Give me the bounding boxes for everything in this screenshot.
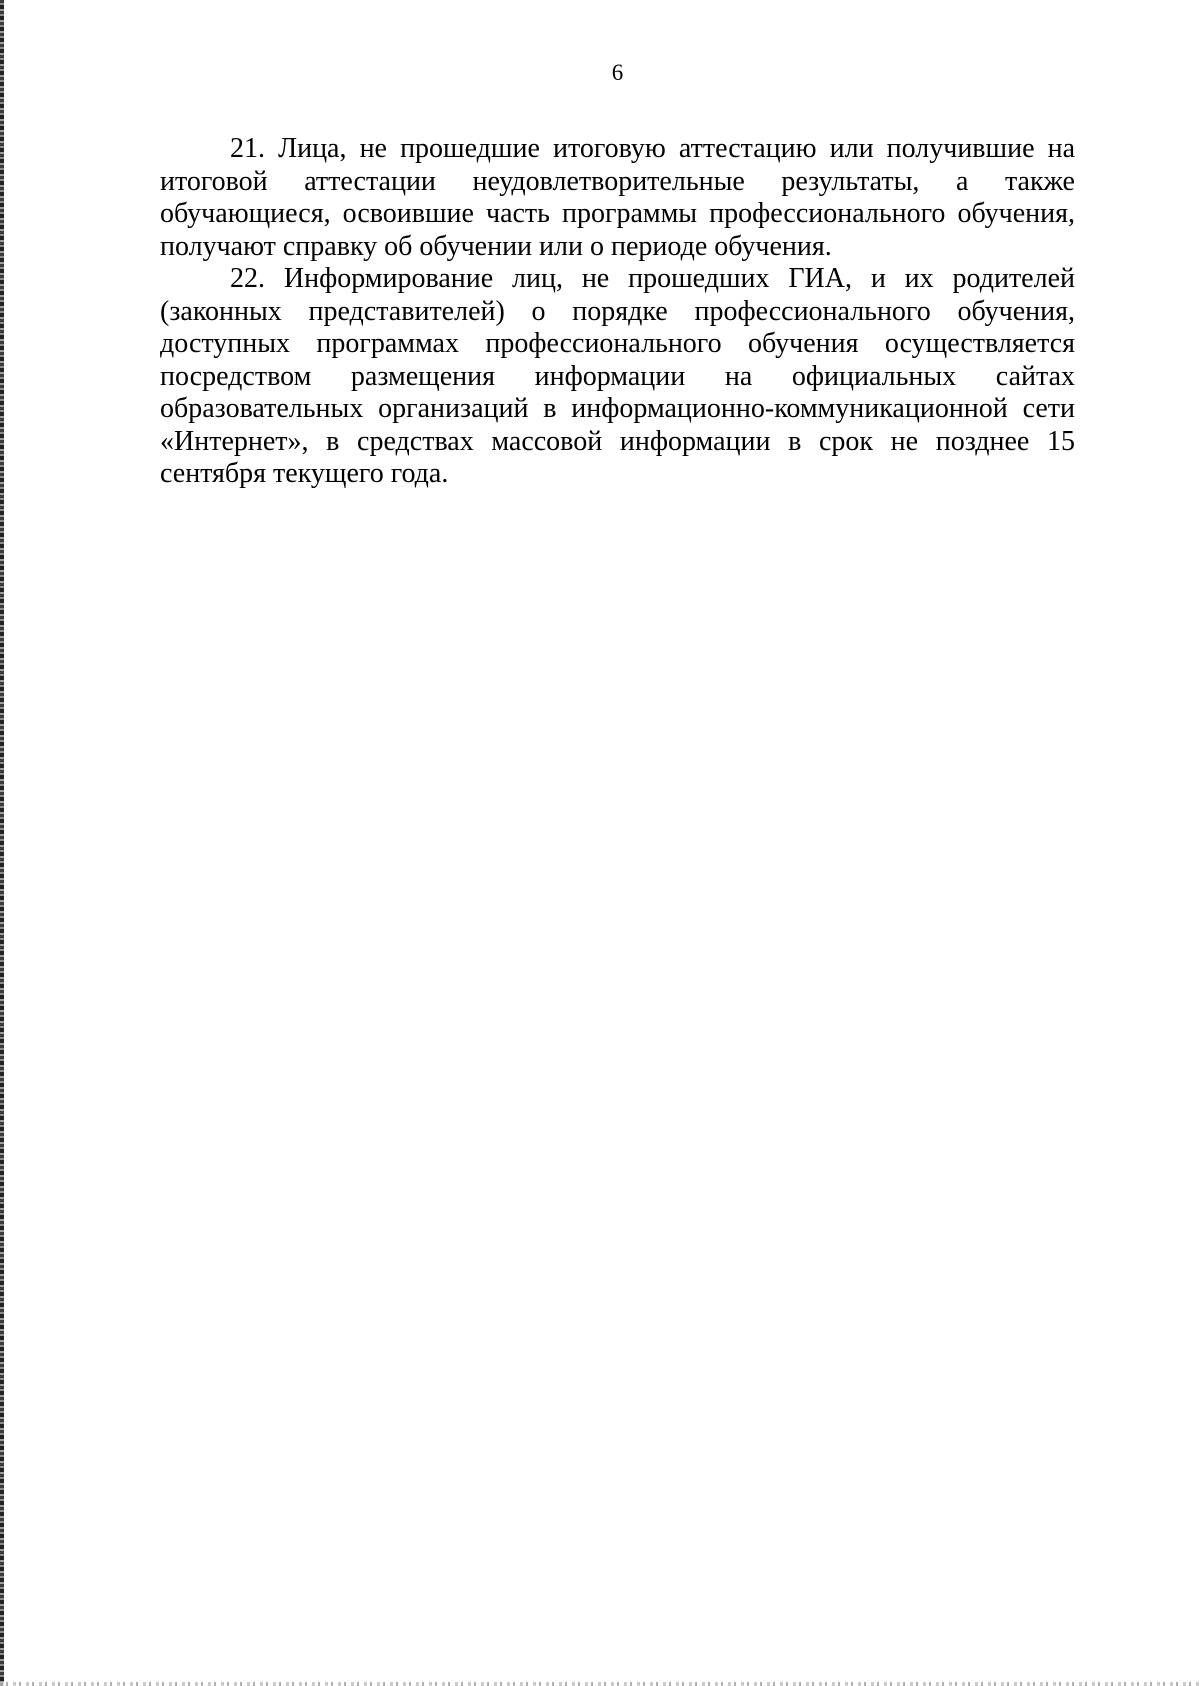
scan-border-bottom — [0, 1682, 1200, 1686]
scan-border-left — [0, 0, 4, 1686]
page-number: 6 — [611, 60, 624, 85]
paragraph-21: 21. Лица, не прошедшие итоговую аттестацию или получившие на итоговой аттестации неудовлетворительные результаты, а также обучающиеся, освоившие часть программы профессионального обучения, получают справку об обучении или о периоде обучения. — [160, 133, 1075, 262]
document-body — [160, 133, 1075, 491]
paragraph-22: 22. Информирование лиц, не прошедших ГИА, и их родителей (законных представителей) о порядке профессионального обучения, доступных программах профессионального обучения осуществляется посредством размещения информации на официальных сайтах образовательных организаций в информационно-коммуникационной сети «Интернет», в средствах массовой информации в срок не позднее 15 сентября текущего года. — [160, 263, 1075, 489]
